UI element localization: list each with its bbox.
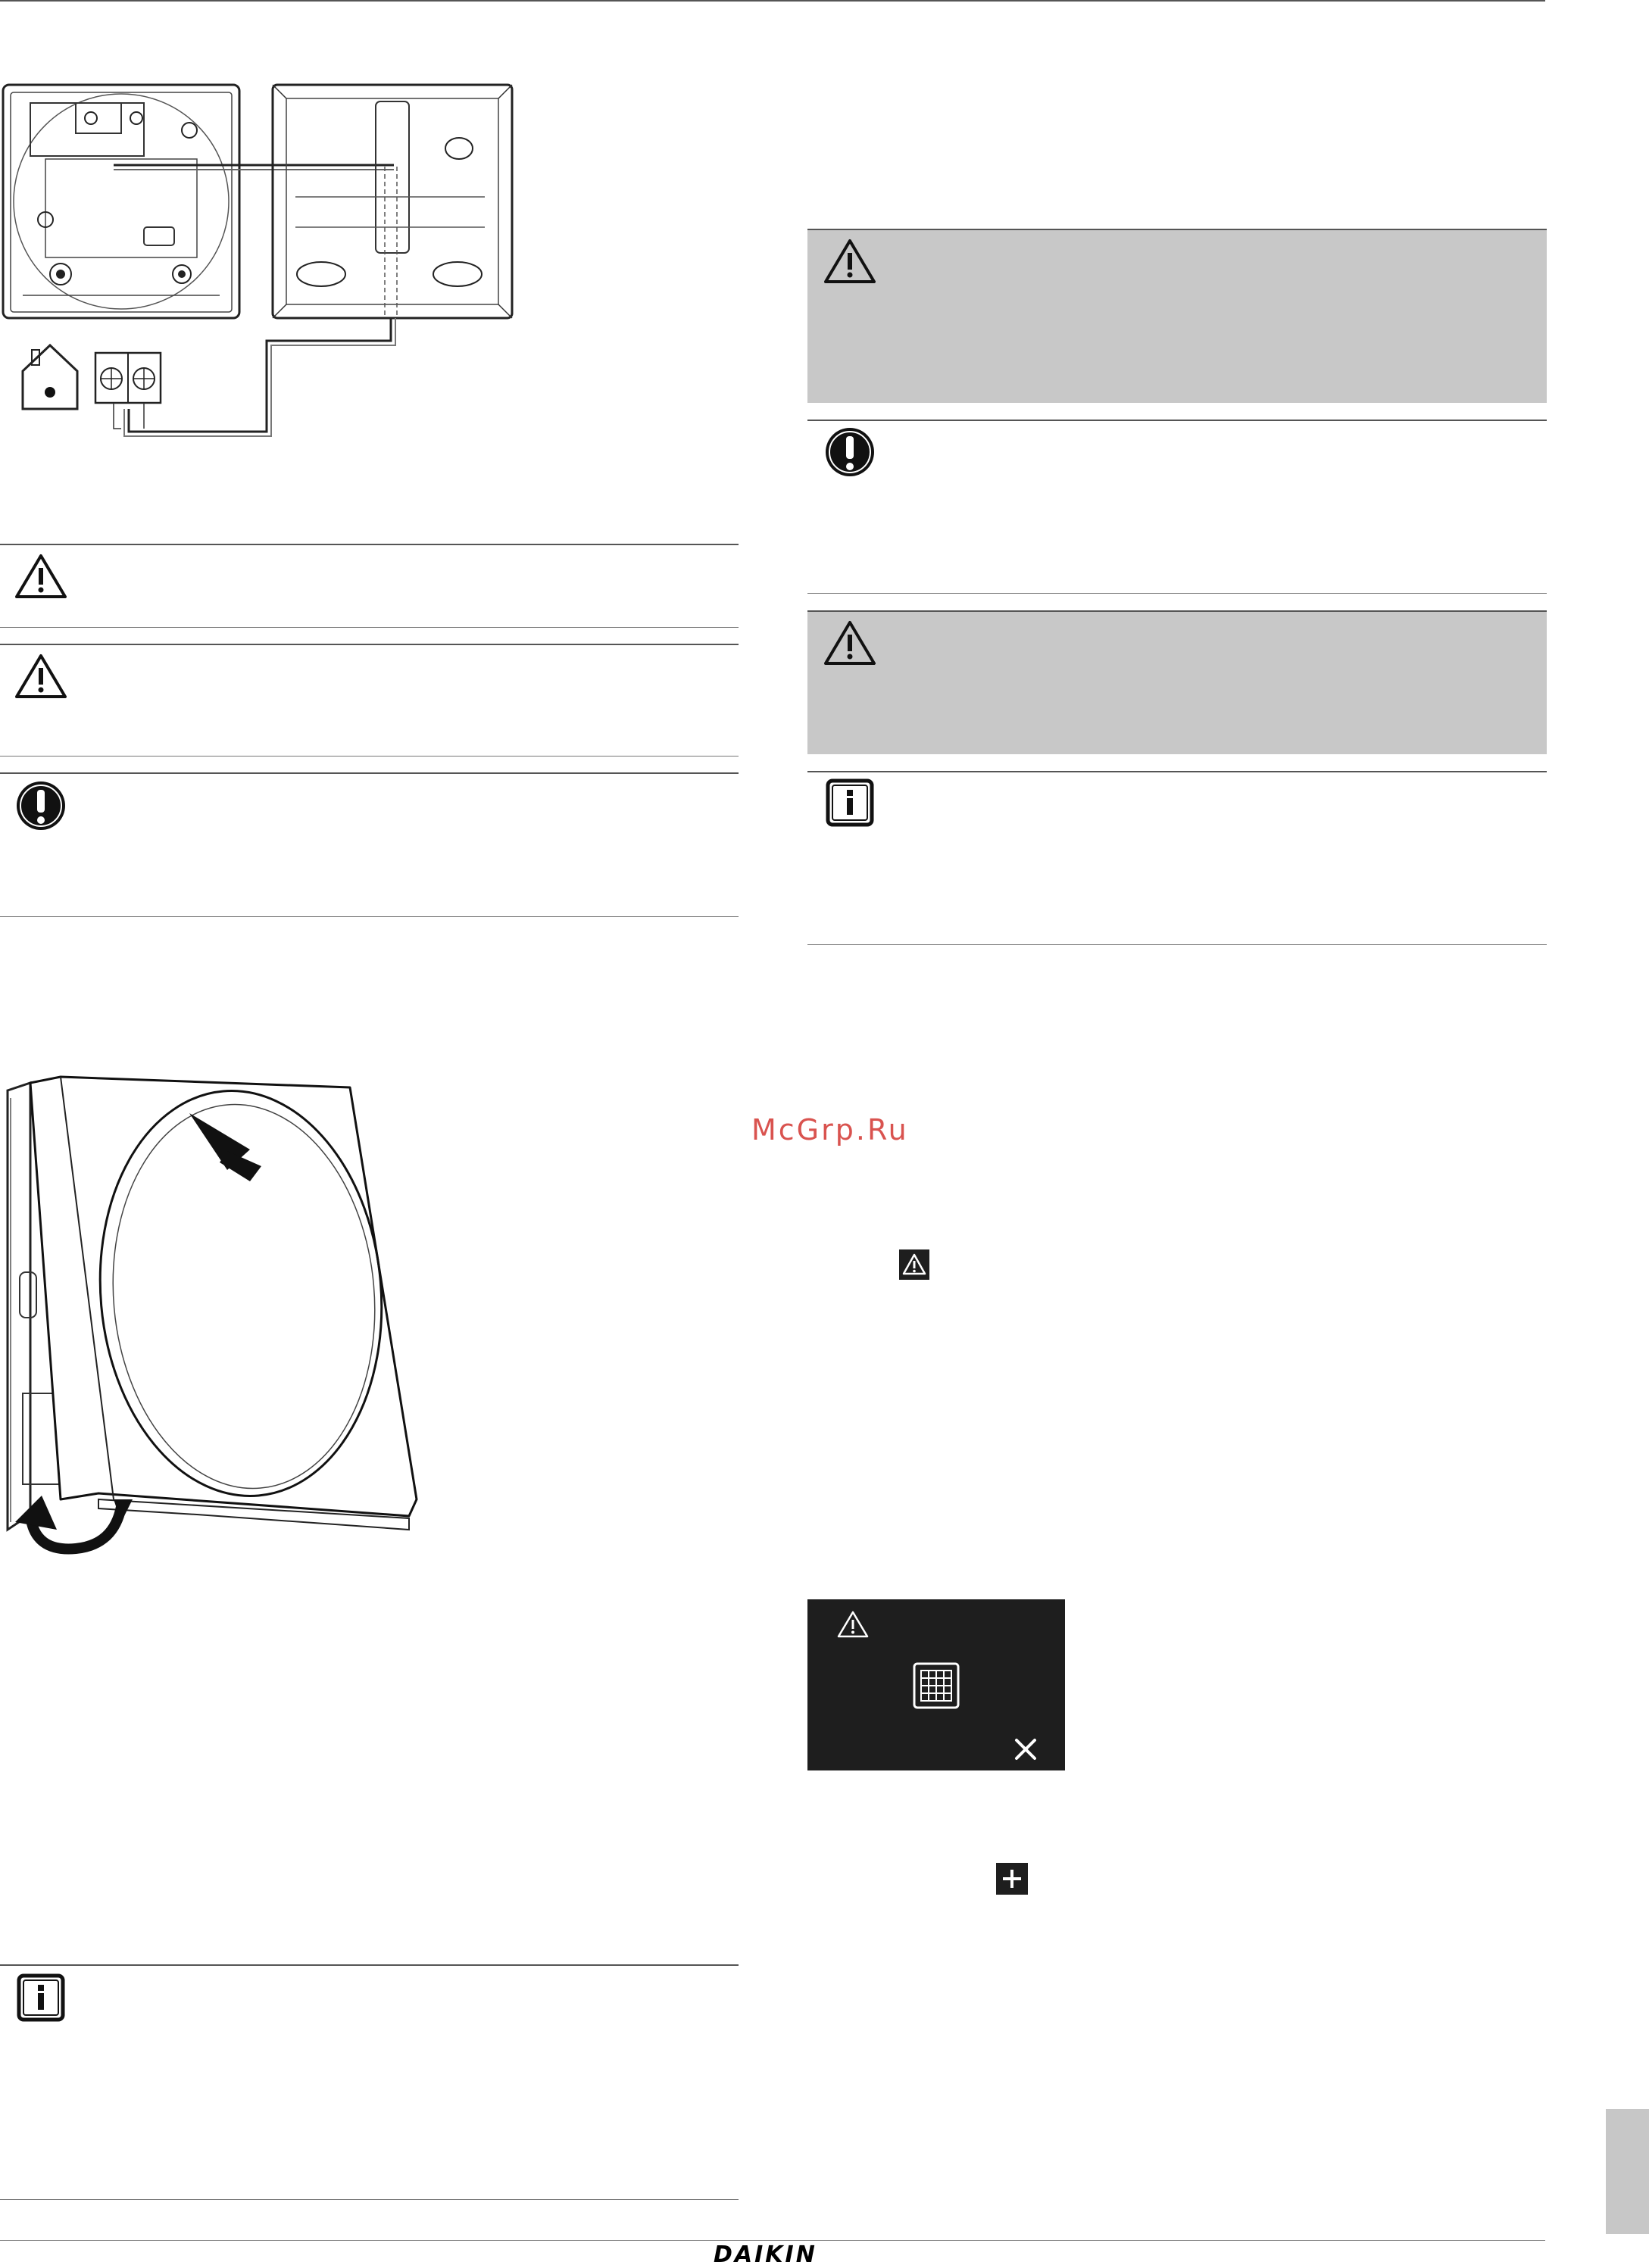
info-icon (826, 778, 874, 827)
wiring-figure (0, 76, 530, 454)
keypad-icon[interactable] (912, 1661, 960, 1710)
watermark: McGrp.Ru (751, 1113, 909, 1146)
page-tab (1606, 2109, 1649, 2234)
warning-icon (836, 1610, 870, 1639)
notice-rule (0, 1964, 739, 1966)
warning-notice-shaded (807, 610, 1547, 754)
footer-rule (0, 2240, 1545, 2241)
close-icon[interactable] (1012, 1736, 1039, 1763)
warning-inline-icon (899, 1249, 929, 1280)
info-icon (17, 1973, 65, 2022)
notice-rule (0, 772, 739, 774)
plus-button-icon (996, 1863, 1028, 1895)
warning-triangle-icon (14, 553, 68, 600)
exclamation-circle-icon (824, 426, 876, 478)
notice-rule (807, 420, 1547, 421)
page-top-rule (0, 0, 1545, 2)
notice-rule (0, 627, 739, 628)
warning-notice-shaded (807, 229, 1547, 403)
notice-rule (807, 593, 1547, 594)
notice-rule (0, 756, 739, 757)
cover-figure (0, 1075, 439, 1560)
notice-rule (0, 644, 739, 645)
controller-screen (807, 1599, 1065, 1770)
notice-rule (807, 944, 1547, 945)
warning-triangle-icon (823, 238, 877, 285)
notice-rule (807, 771, 1547, 772)
rotate-arrow-icon (15, 1496, 133, 1549)
house-icon (23, 345, 77, 409)
brand-logo: DAIKIN (714, 2241, 817, 2268)
warning-triangle-icon (14, 653, 68, 700)
exclamation-circle-icon (15, 780, 67, 831)
warning-triangle-icon (823, 619, 877, 666)
notice-rule (0, 2199, 739, 2200)
notice-rule (0, 544, 739, 545)
notice-rule (0, 916, 739, 917)
